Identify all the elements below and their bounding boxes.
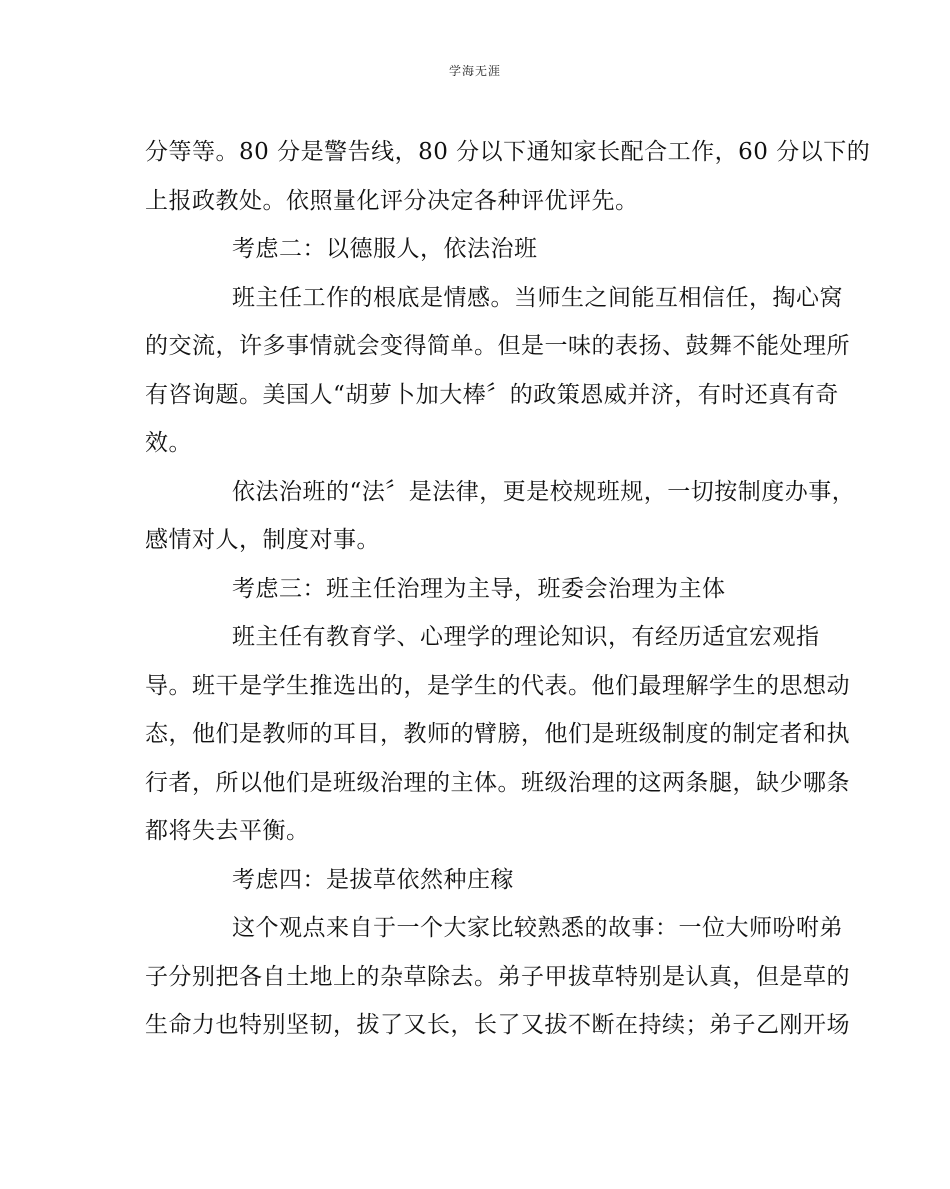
text-line: 的交流，许多事情就会变得简单。但是一味的表扬、鼓舞不能处理所 [145,333,850,359]
text-line: 分等等。80 分是警告线，80 分以下通知家长配合工作，60 分以下的 [145,139,871,165]
text-line: 导。班干是学生推选出的，是学生的代表。他们最理解学生的思想动 [145,672,850,699]
text-line: 感情对人，制度对事。 [145,527,380,553]
text-line: 上报政教处。依照量化评分决定各种评优评先。 [145,187,639,214]
text-line: 依法治班的“法〞是法律，更是校规班规，一切按制度办事， [232,478,856,505]
text-line: 子分别把各自土地上的杂草除去。弟子甲拔草特别是认真，但是草的 [145,963,850,990]
text-line: 班主任工作的根底是情感。当师生之间能互相信任，掏心窝 [232,284,843,311]
text-line: 都将失去平衡。 [145,818,310,844]
body-text [145,128,871,1050]
text-line: 效。 [145,430,192,456]
text-line: 这个观点来自于一个大家比较熟悉的故事：一位大师吩咐弟 [232,915,843,941]
text-line: 班主任有教育学、心理学的理论知识，有经历适宜宏观指 [232,624,820,650]
text-line: 考虑三：班主任治理为主导，班委会治理为主体 [232,575,726,602]
page-header: 学海无涯 [448,64,501,78]
text-line: 考虑四：是拔草依然种庄稼 [232,866,514,893]
text-line: 有咨询题。美国人“胡萝卜加大棒〞的政策恩威并济，有时还真有奇 [145,381,839,408]
text-line: 行者，所以他们是班级治理的主体。班级治理的这两条腿，缺少哪条 [145,769,850,796]
text-line: 考虑二：以德服人，依法治班 [232,236,538,262]
text-line: 生命力也特别坚韧，拔了又长，长了又拔不断在持续；弟子乙刚开场 [145,1012,850,1038]
text-line: 态，他们是教师的耳目，教师的臂膀，他们是班级制度的制定者和执 [145,721,850,747]
